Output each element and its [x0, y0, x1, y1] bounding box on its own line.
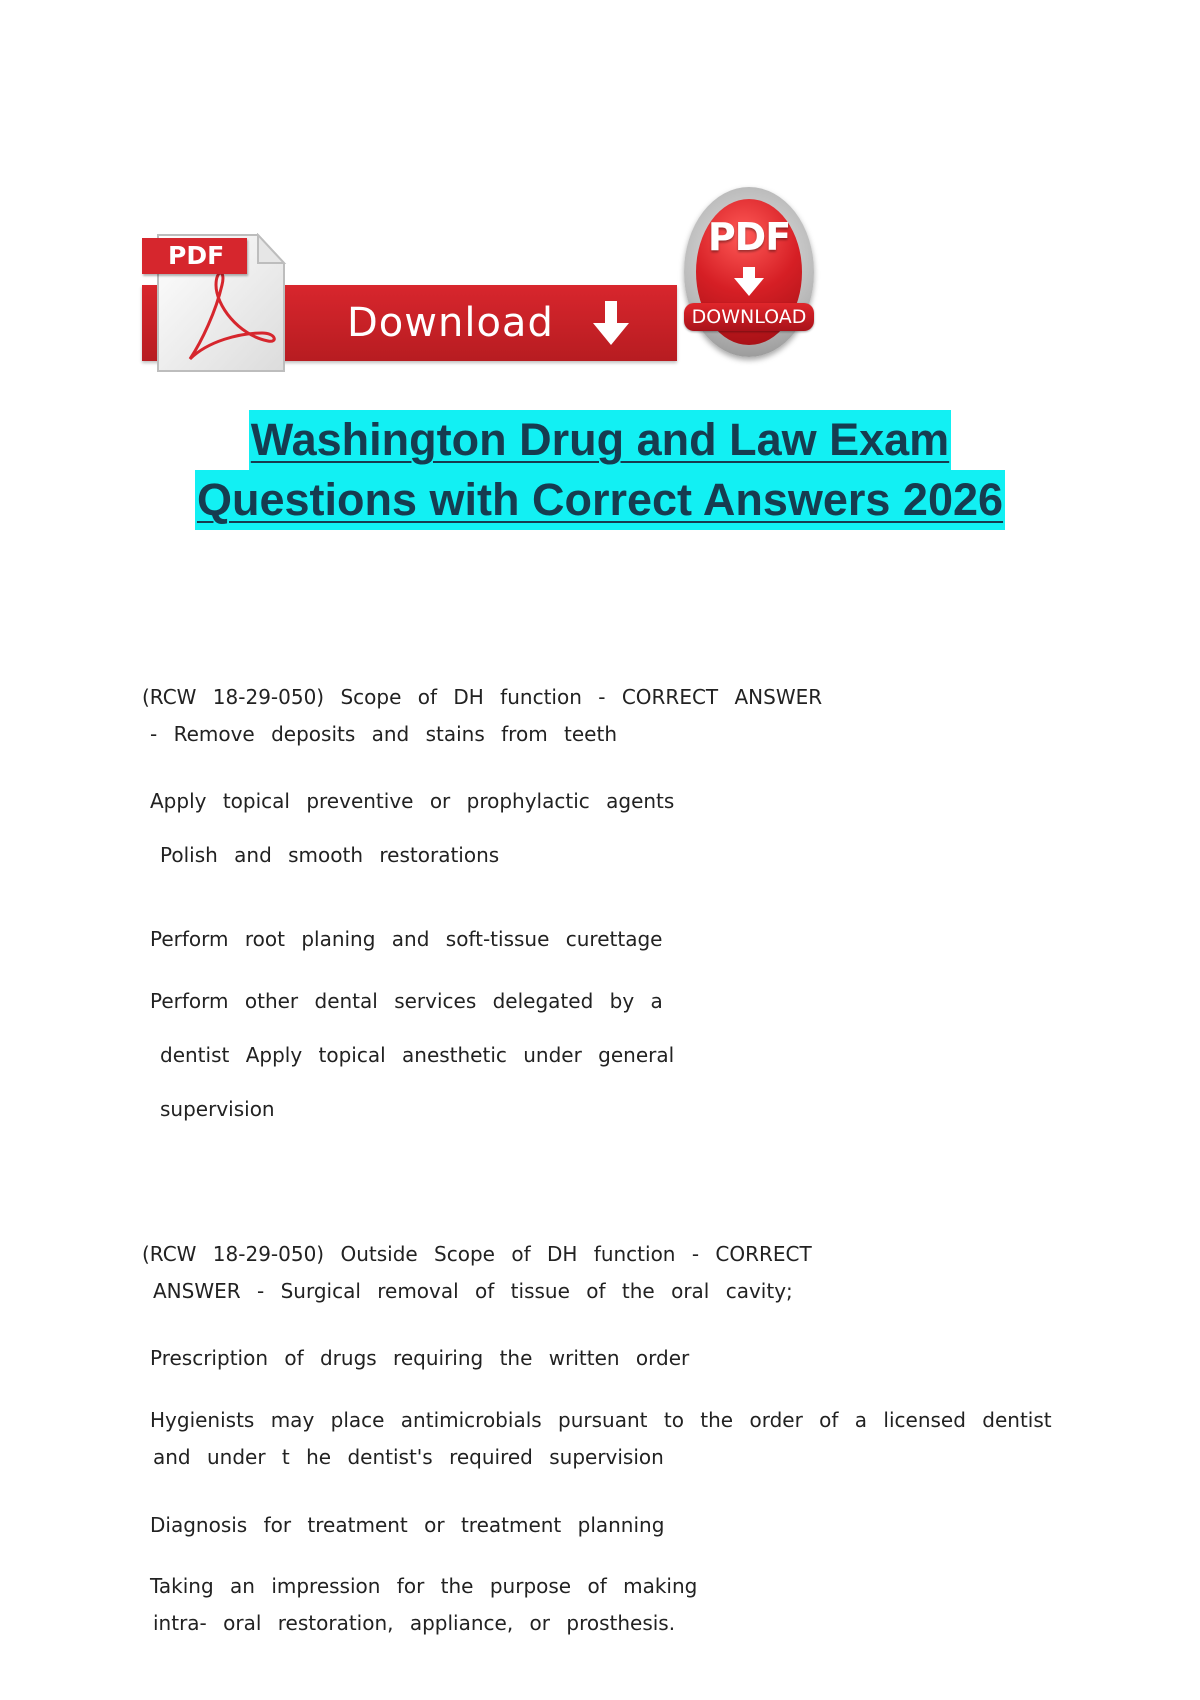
answer-2-line-6: intra- oral restoration, appliance, or prosthesis. — [153, 1611, 676, 1635]
answer-2-line-2: Hygienists may place antimicrobials pursuant to the order of a licensed dentist — [150, 1408, 1052, 1432]
answer-1-line-3: Perform root planing and soft-tissue curettage — [150, 927, 663, 951]
answer-1-line-6: supervision — [160, 1097, 275, 1121]
answer-1-line-2: Polish and smooth restorations — [160, 843, 500, 867]
answer-2-line-5: Taking an impression for the purpose of making — [150, 1574, 698, 1598]
download-label[interactable]: Download — [347, 300, 554, 346]
answer-2-line-1: Prescription of drugs requiring the written order — [150, 1346, 690, 1370]
answer-1-line-1: Apply topical preventive or prophylactic agents — [150, 789, 675, 813]
circle-download-label: DOWNLOAD — [684, 303, 814, 331]
title-line-2: Questions with Correct Answers 2026 — [195, 470, 1005, 530]
question-2-line-1: (RCW 18-29-050) Outside Scope of DH function - CORRECT — [142, 1242, 812, 1266]
question-1-line-1: (RCW 18-29-050) Scope of DH function - CORRECT ANSWER — [142, 685, 823, 709]
title-line-1: Washington Drug and Law Exam — [249, 410, 951, 470]
answer-2-line-4: Diagnosis for treatment or treatment planning — [150, 1513, 665, 1537]
question-2-line-2: ANSWER - Surgical removal of tissue of the oral cavity; — [153, 1279, 793, 1303]
circle-pdf-label: PDF — [707, 215, 791, 259]
question-1-line-2: - Remove deposits and stains from teeth — [150, 722, 618, 746]
answer-1-line-4: Perform other dental services delegated by a — [150, 989, 663, 1013]
answer-1-line-5: dentist Apply topical anesthetic under general — [160, 1043, 675, 1067]
pdf-badge: PDF — [142, 238, 247, 274]
answer-2-line-3: and under t he dentist's required supervision — [153, 1445, 664, 1469]
